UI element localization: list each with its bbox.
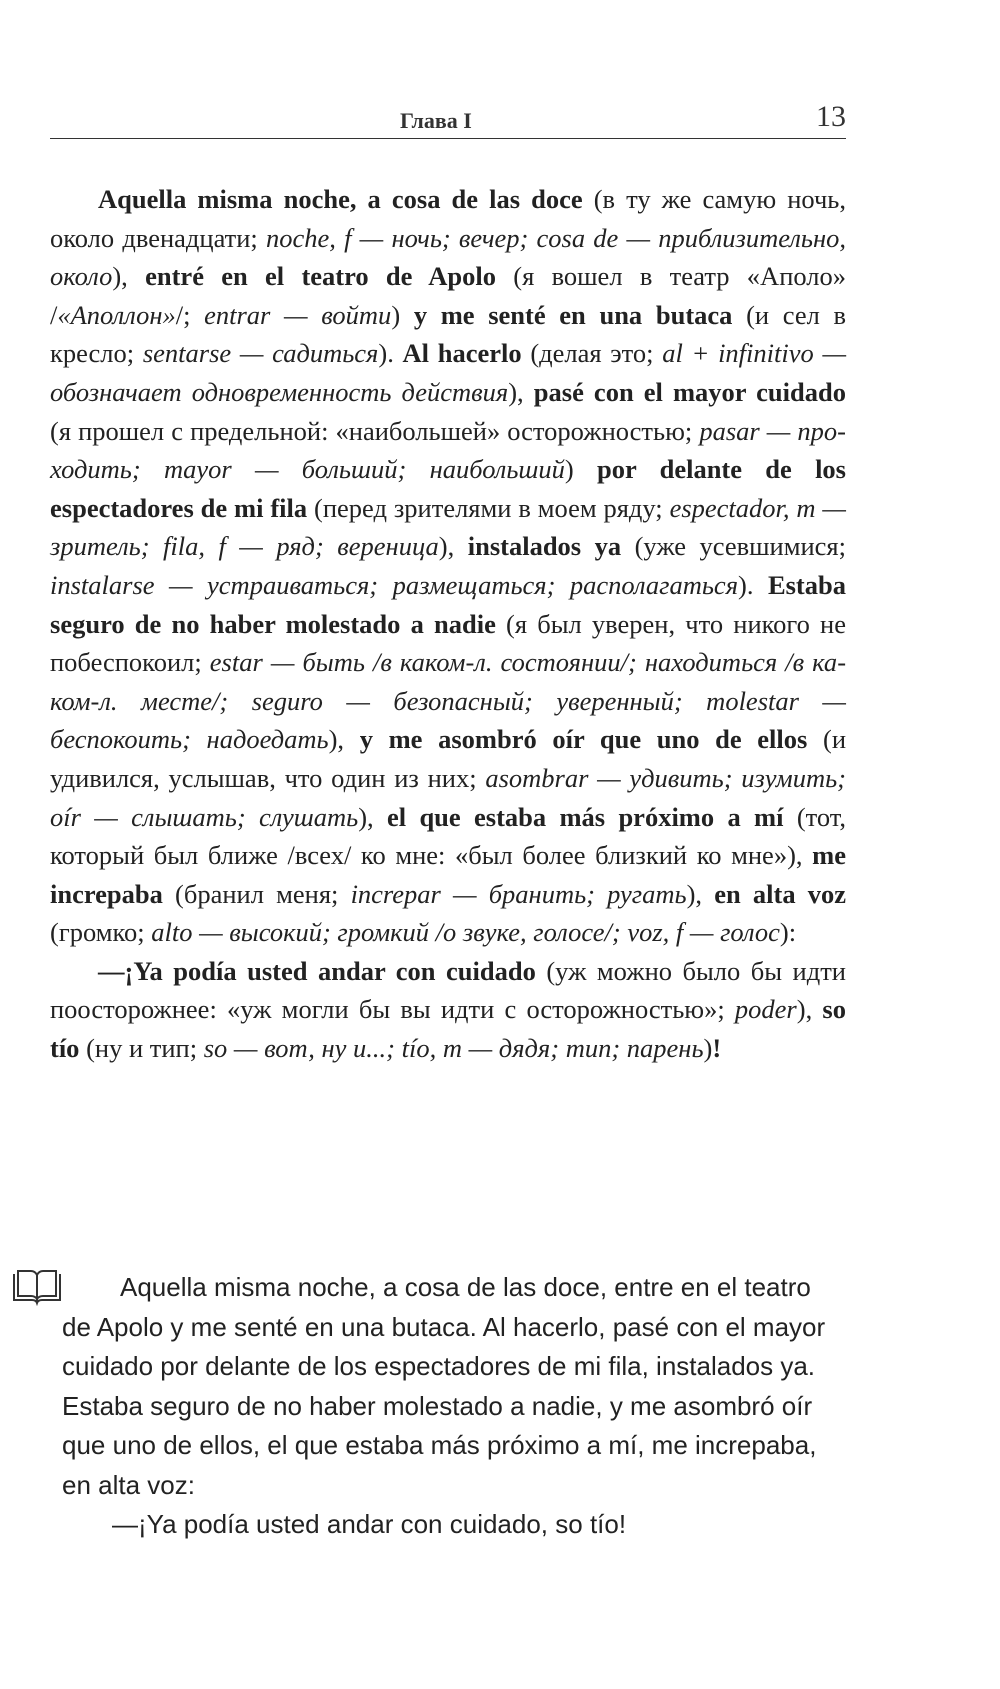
spanish-phrase: y me senté en una butaca	[413, 299, 733, 330]
spanish-phrase: Al hacerlo	[402, 338, 522, 369]
translation: (тот, который был ближе /всех/ ко мне: «был более близкий ко мне»),	[50, 801, 846, 871]
translation: (уже усевшимися;	[621, 531, 846, 562]
plain-paragraph-2: —¡Ya podía usted andar con cuidado, so tío!	[112, 1509, 627, 1539]
vocabulary-note: alto — высокий; громкий /о звуке, голосе/; voz, f — голос	[151, 917, 780, 948]
vocabulary-note: increpar — бранить; ругать	[350, 878, 687, 909]
spanish-phrase: en alta voz	[714, 878, 846, 909]
vocabulary-note: estar — быть /в каком-л. состоянии/; находиться /в каком-л. месте/; seguro — безопасный; уверенный; molestar — беспокоить; надоедать	[50, 647, 847, 755]
translation: (перед зрителями в моем ряду;	[307, 492, 670, 523]
spanish-phrase: —¡Ya podía usted andar con cuidado	[98, 955, 536, 986]
punctuation: ),	[328, 724, 360, 755]
punctuation: ),	[112, 261, 146, 292]
book-icon	[10, 1268, 64, 1306]
annotated-paragraph-2	[50, 952, 846, 1068]
translation: (я был уверен, что никого не побеспокоил;	[50, 608, 846, 678]
punctuation: ),	[686, 878, 715, 909]
punctuation: ),	[358, 801, 387, 832]
vocabulary-note: sentarse — садиться	[142, 338, 379, 369]
translation: (я прошел с предельной: «наибольшей» осторожностью;	[50, 415, 700, 446]
translation: (уж можно было бы идти поосторожнее: «уж могли бы вы идти с осторожностью»;	[50, 955, 846, 1025]
spanish-phrase: Aquella misma noche, a cosa de las doce	[98, 184, 583, 214]
punctuation: !	[712, 1033, 722, 1064]
spanish-phrase: me increpaba	[50, 840, 846, 909]
translation: (делая это;	[521, 338, 663, 369]
plain-paragraph-1: Aquella misma noche, a cosa de las doce, entre en el teatro de Apolo y me senté en una butaca. Al hacerlo, pasé con el mayor cuidado por delante de los espectadores de mi fila, instalados ya. Estaba seguro de no haber molestado a nadie, y me asombró oír que uno de ellos, el que estaba más próximo a mí, me increpaba, en alta voz:	[62, 1272, 826, 1500]
vocabulary-note: entrar — войти	[204, 299, 392, 330]
punctuation: )	[703, 1033, 713, 1064]
vocabulary-note: poder	[734, 994, 797, 1025]
punctuation: )	[564, 454, 598, 485]
vocabulary-note: noche, f — ночь; вечер; cosa de — приблизительно, около	[50, 222, 846, 292]
translation: (ну и тип;	[79, 1033, 204, 1064]
chapter-title: Глава I	[400, 108, 472, 133]
spanish-phrase: entré en el teatro de Apolo	[145, 261, 496, 292]
vocabulary-note: espectador, m — зритель; fila, f — ряд; вереница	[50, 492, 846, 562]
vocabulary-note: asombrar — удивить; изумить; oír — слышать; слушать	[50, 762, 846, 832]
translation: (и удивился, услышав, что один из них;	[50, 724, 847, 793]
spanish-phrase: y me asombró oír que uno de ellos	[359, 724, 808, 755]
vocabulary-note: instalarse — устраиваться; размещаться; располагаться	[50, 569, 739, 600]
punctuation: ),	[508, 376, 534, 407]
translation: (в ту же самую ночь, около двенадцати;	[50, 184, 846, 253]
punctuation: ),	[796, 994, 823, 1025]
translation: (громко;	[50, 917, 152, 948]
spanish-phrase: el que estaba más próximo a mí	[386, 801, 784, 832]
punctuation: /;	[175, 299, 205, 330]
spanish-phrase: Estaba seguro de no haber molestado a nadie	[50, 569, 846, 639]
annotated-paragraph-1	[50, 180, 846, 952]
punctuation: )	[391, 299, 414, 330]
spanish-phrase: instalados ya	[467, 531, 622, 562]
plain-reading-text	[62, 1268, 846, 1545]
page-header	[50, 96, 846, 139]
punctuation: ).	[738, 569, 768, 600]
spanish-phrase: pasé con el mayor cuidado	[533, 376, 847, 407]
spanish-phrase: so tío	[50, 994, 846, 1064]
translation: (и сел в кресло;	[50, 299, 847, 369]
annotated-text	[50, 180, 846, 1068]
vocabulary-note: so — вот, ну и...; tío, m — дядя; тип; парень	[203, 1033, 704, 1064]
vocabulary-note: «Аполлон»	[57, 299, 176, 330]
translation: (я вошел в театр «Аполо» /	[50, 261, 847, 330]
punctuation: ):	[779, 917, 797, 948]
translation: (бранил меня;	[162, 878, 351, 909]
page-number: 13	[816, 100, 846, 133]
vocabulary-note: al + infinitivo — обозначает одновременность действия	[50, 338, 847, 407]
punctuation: ),	[438, 531, 468, 562]
vocabulary-note: pasar — проходить; mayor — больший; наибольший	[50, 415, 846, 485]
spanish-phrase: por delante de los espectadores de mi fila	[50, 454, 846, 523]
punctuation: ).	[378, 338, 403, 369]
